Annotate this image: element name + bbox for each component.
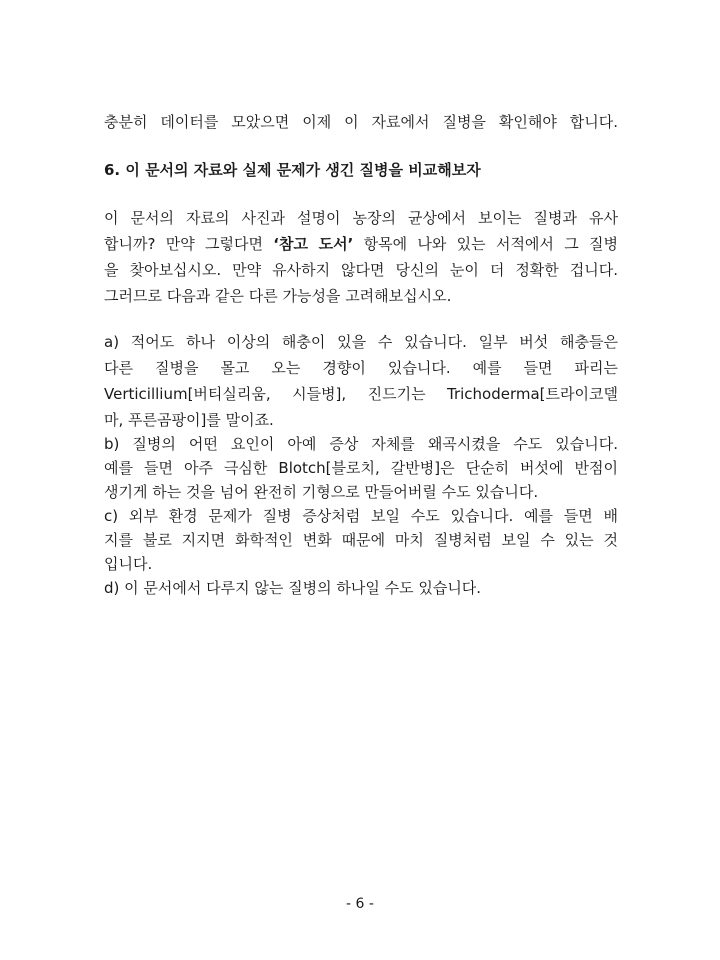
item-a-line-3: Verticillium[버티실리움, 시들병], 진드기는 Trichoderma[트라이코델: [104, 385, 618, 403]
paragraph-1-line-3: 을 찾아보십시오. 만약 유사하지 않다면 당신의 눈이 더 정확한 겁니다.: [104, 261, 618, 279]
item-a-line-1: a) 적어도 하나 이상의 해충이 있을 수 있습니다. 일부 버섯 해충들은: [104, 333, 618, 351]
item-b-line-3: 생기게 하는 것을 넘어 완전히 기형으로 만들어버릴 수도 있습니다.: [104, 483, 539, 501]
paragraph-1-line-1: 이 문서의 자료의 사진과 설명이 농장의 균상에서 보이는 질병과 유사: [104, 209, 618, 227]
item-a-line-2: 다른 질병을 몰고 오는 경향이 있습니다. 예를 들면 파리는: [104, 359, 618, 377]
item-c-line-3: 입니다.: [104, 555, 153, 573]
intro-line: 충분히 데이터를 모았으면 이제 이 자료에서 질병을 확인해야 합니다.: [104, 113, 618, 131]
paragraph-1-line-2-start: 합니까? 만약 그렇다면: [104, 235, 274, 253]
paragraph-1-line-2-end: 항목에 나와 있는 서적에서 그 질병: [353, 235, 618, 253]
item-b-line-2: 예를 들면 아주 극심한 Blotch[블로치, 갈반병]은 단순히 버섯에 반점이: [104, 459, 618, 477]
item-d: d) 이 문서에서 다루지 않는 질병의 하나일 수도 있습니다.: [104, 579, 482, 597]
paragraph-1-line-2: [104, 232, 618, 256]
paragraph-1-line-4: 그러므로 다음과 같은 다른 가능성을 고려해보십시오.: [104, 287, 452, 305]
item-c-line-1: c) 외부 환경 문제가 질병 증상처럼 보일 수도 있습니다. 예를 들면 배: [104, 507, 618, 525]
item-c-line-2: 지를 불로 지지면 화학적인 변화 때문에 마치 질병처럼 보일 수 있는 것: [104, 531, 618, 549]
page-number: - 6 -: [346, 896, 374, 912]
reference-books-term: ‘참고 도서’: [273, 235, 354, 253]
section-heading: 6. 이 문서의 자료와 실제 문제가 생긴 질병을 비교해보자: [104, 161, 481, 179]
item-b-line-1: b) 질병의 어떤 요인이 아예 증상 자체를 왜곡시켰을 수도 있습니다.: [104, 435, 618, 453]
item-a-line-4: 마, 푸른곰팡이]를 말이죠.: [104, 411, 274, 429]
